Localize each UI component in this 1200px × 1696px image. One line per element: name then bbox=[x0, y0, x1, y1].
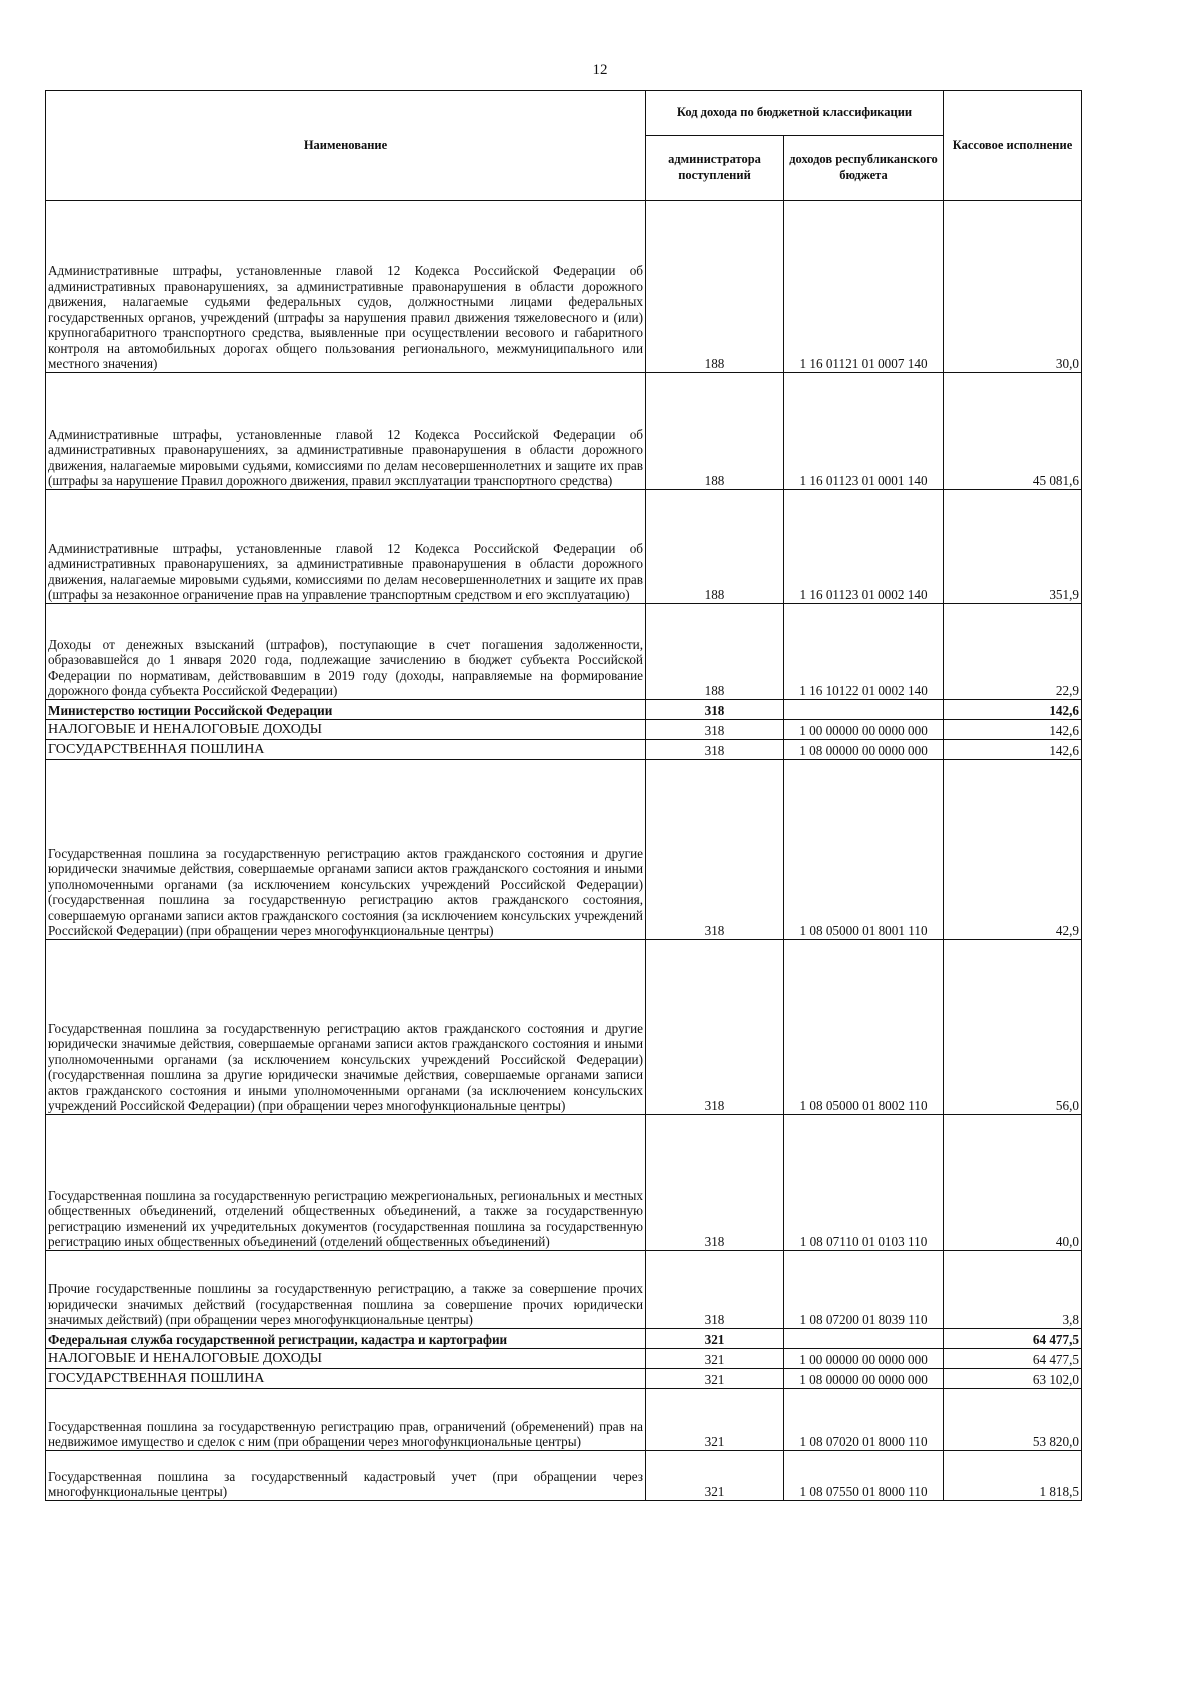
row-admin-code: 188 bbox=[646, 490, 784, 604]
table-row bbox=[46, 373, 1082, 490]
row-income-code: 1 08 07200 01 8039 110 bbox=[784, 1251, 944, 1329]
table-row bbox=[46, 1369, 1082, 1389]
row-amount: 53 820,0 bbox=[944, 1389, 1082, 1451]
row-amount: 30,0 bbox=[944, 201, 1082, 373]
row-amount: 1 818,5 bbox=[944, 1451, 1082, 1501]
row-amount: 64 477,5 bbox=[944, 1349, 1082, 1369]
row-name: Министерство юстиции Российской Федерации bbox=[46, 700, 646, 720]
row-name: ГОСУДАРСТВЕННАЯ ПОШЛИНА bbox=[46, 740, 646, 760]
row-amount: 142,6 bbox=[944, 700, 1082, 720]
table-row bbox=[46, 604, 1082, 700]
table-row bbox=[46, 1451, 1082, 1501]
row-income-code: 1 16 01123 01 0001 140 bbox=[784, 373, 944, 490]
table-row bbox=[46, 740, 1082, 760]
budget-table bbox=[45, 90, 1082, 1501]
row-amount: 40,0 bbox=[944, 1115, 1082, 1251]
row-amount: 142,6 bbox=[944, 720, 1082, 740]
table-row bbox=[46, 490, 1082, 604]
row-admin-code: 318 bbox=[646, 940, 784, 1115]
table-row bbox=[46, 720, 1082, 740]
row-name: Государственная пошлина за государственную регистрацию прав, ограничений (обременений) прав на недвижимое имущество и сделок с ним (при обращении через многофункциональные центры) bbox=[46, 1389, 646, 1451]
row-name: Государственная пошлина за государственную регистрацию межрегиональных, региональных и местных общественных объединений, отделений общественных объединений, а также за государственную регистрацию изменений их учредительных документов (государственная пошлина за государственную регистрацию иных общественных объединений (отделений общественных объединений) bbox=[46, 1115, 646, 1251]
row-amount: 3,8 bbox=[944, 1251, 1082, 1329]
row-admin-code: 318 bbox=[646, 700, 784, 720]
row-name: Государственная пошлина за государственную регистрацию актов гражданского состояния и другие юридически значимые действия, совершаемые органами записи актов гражданского состояния и иными уполномоченными органами (за исключением консульских учреждений Российской Федерации) (государственная пошлина за другие юридически значимые действия, совершаемые органами записи актов гражданского состояния и иными уполномоченными органами (за исключением консульских учреждений Российской Федерации) (при обращении через многофункциональные центры) bbox=[46, 940, 646, 1115]
row-income-code: 1 16 10122 01 0002 140 bbox=[784, 604, 944, 700]
table-row bbox=[46, 1251, 1082, 1329]
row-income-code: 1 08 07110 01 0103 110 bbox=[784, 1115, 944, 1251]
header-execution: Кассовое исполнение bbox=[944, 91, 1082, 201]
row-admin-code: 318 bbox=[646, 1115, 784, 1251]
table-row bbox=[46, 760, 1082, 940]
row-name: НАЛОГОВЫЕ И НЕНАЛОГОВЫЕ ДОХОДЫ bbox=[46, 1349, 646, 1369]
row-amount: 351,9 bbox=[944, 490, 1082, 604]
table-row bbox=[46, 700, 1082, 720]
row-amount: 22,9 bbox=[944, 604, 1082, 700]
row-income-code: 1 08 00000 00 0000 000 bbox=[784, 740, 944, 760]
row-name: ГОСУДАРСТВЕННАЯ ПОШЛИНА bbox=[46, 1369, 646, 1389]
row-name: Государственная пошлина за государственный кадастровый учет (при обращении через многофункциональные центры) bbox=[46, 1451, 646, 1501]
table-row bbox=[46, 940, 1082, 1115]
header-admin: администратора поступлений bbox=[646, 136, 784, 201]
row-amount: 56,0 bbox=[944, 940, 1082, 1115]
row-admin-code: 321 bbox=[646, 1329, 784, 1349]
row-name: Государственная пошлина за государственную регистрацию актов гражданского состояния и другие юридически значимые действия, совершаемые органами записи актов гражданского состояния и иными уполномоченными органами (за исключением консульских учреждений Российской Федерации) (государственная пошлина за государственную регистрацию актов гражданского состояния, совершаемую органами записи актов гражданского состояния (за исключением консульских учреждений Российской Федерации) (при обращении через многофункциональные центры) bbox=[46, 760, 646, 940]
header-name: Наименование bbox=[46, 91, 646, 201]
row-name: Административные штрафы, установленные главой 12 Кодекса Российской Федерации об административных правонарушениях, за административные правонарушения в области дорожного движения, налагаемые мировыми судьями, комиссиями по делам несовершеннолетних и защите их прав (штрафы за незаконное ограничение прав на управление транспортным средством и его эксплуатацию) bbox=[46, 490, 646, 604]
row-amount: 45 081,6 bbox=[944, 373, 1082, 490]
row-admin-code: 318 bbox=[646, 720, 784, 740]
table-header bbox=[46, 91, 1082, 201]
row-admin-code: 321 bbox=[646, 1369, 784, 1389]
row-income-code: 1 08 00000 00 0000 000 bbox=[784, 1369, 944, 1389]
row-name: Административные штрафы, установленные главой 12 Кодекса Российской Федерации об административных правонарушениях, за административные правонарушения в области дорожного движения, налагаемые мировыми судьями, комиссиями по делам несовершеннолетних и защите их прав (штрафы за нарушение Правил дорожного движения, правил эксплуатации транспортного средства) bbox=[46, 373, 646, 490]
row-income-code: 1 08 05000 01 8001 110 bbox=[784, 760, 944, 940]
row-admin-code: 318 bbox=[646, 1251, 784, 1329]
table-row bbox=[46, 1349, 1082, 1369]
table-row bbox=[46, 1389, 1082, 1451]
page-number: 12 bbox=[592, 62, 608, 78]
row-admin-code: 318 bbox=[646, 740, 784, 760]
row-admin-code: 321 bbox=[646, 1349, 784, 1369]
row-income-code bbox=[784, 1329, 944, 1349]
row-admin-code: 188 bbox=[646, 201, 784, 373]
row-admin-code: 318 bbox=[646, 760, 784, 940]
header-code-group: Код дохода по бюджетной классификации bbox=[646, 91, 944, 136]
row-income-code: 1 08 07550 01 8000 110 bbox=[784, 1451, 944, 1501]
table-row bbox=[46, 201, 1082, 373]
row-name: Административные штрафы, установленные главой 12 Кодекса Российской Федерации об административных правонарушениях, за административные правонарушения в области дорожного движения, налагаемые судьями федеральных судов, должностными лицами федеральных государственных органов, учреждений (штрафы за нарушения правил движения тяжеловесного и (или) крупногабаритного транспортного средства, выявленные при осуществлении весового и габаритного контроля на автомобильных дорогах общего пользования регионального, межмуниципального или местного значения) bbox=[46, 201, 646, 373]
row-income-code: 1 08 07020 01 8000 110 bbox=[784, 1389, 944, 1451]
row-income-code: 1 00 00000 00 0000 000 bbox=[784, 1349, 944, 1369]
table-body bbox=[46, 201, 1082, 1501]
row-amount: 142,6 bbox=[944, 740, 1082, 760]
row-income-code: 1 00 00000 00 0000 000 bbox=[784, 720, 944, 740]
row-name: НАЛОГОВЫЕ И НЕНАЛОГОВЫЕ ДОХОДЫ bbox=[46, 720, 646, 740]
row-admin-code: 321 bbox=[646, 1451, 784, 1501]
table-row bbox=[46, 1115, 1082, 1251]
row-income-code: 1 16 01121 01 0007 140 bbox=[784, 201, 944, 373]
row-name: Прочие государственные пошлины за государственную регистрацию, а также за совершение прочих юридически значимых действий (государственная пошлина за совершение прочих юридически значимых действий) (при обращении через многофункциональные центры) bbox=[46, 1251, 646, 1329]
row-name: Федеральная служба государственной регистрации, кадастра и картографии bbox=[46, 1329, 646, 1349]
row-amount: 64 477,5 bbox=[944, 1329, 1082, 1349]
row-income-code: 1 16 01123 01 0002 140 bbox=[784, 490, 944, 604]
row-admin-code: 321 bbox=[646, 1389, 784, 1451]
header-income: доходов республиканского бюджета bbox=[784, 136, 944, 201]
row-admin-code: 188 bbox=[646, 373, 784, 490]
row-income-code: 1 08 05000 01 8002 110 bbox=[784, 940, 944, 1115]
row-admin-code: 188 bbox=[646, 604, 784, 700]
table-row bbox=[46, 1329, 1082, 1349]
row-amount: 42,9 bbox=[944, 760, 1082, 940]
row-income-code bbox=[784, 700, 944, 720]
row-amount: 63 102,0 bbox=[944, 1369, 1082, 1389]
row-name: Доходы от денежных взысканий (штрафов), поступающие в счет погашения задолженности, образовавшейся до 1 января 2020 года, подлежащие зачислению в бюджет субъекта Российской Федерации по нормативам, действовавшим в 2019 году (доходы, направляемые на формирование дорожного фонда субъекта Российской Федерации) bbox=[46, 604, 646, 700]
